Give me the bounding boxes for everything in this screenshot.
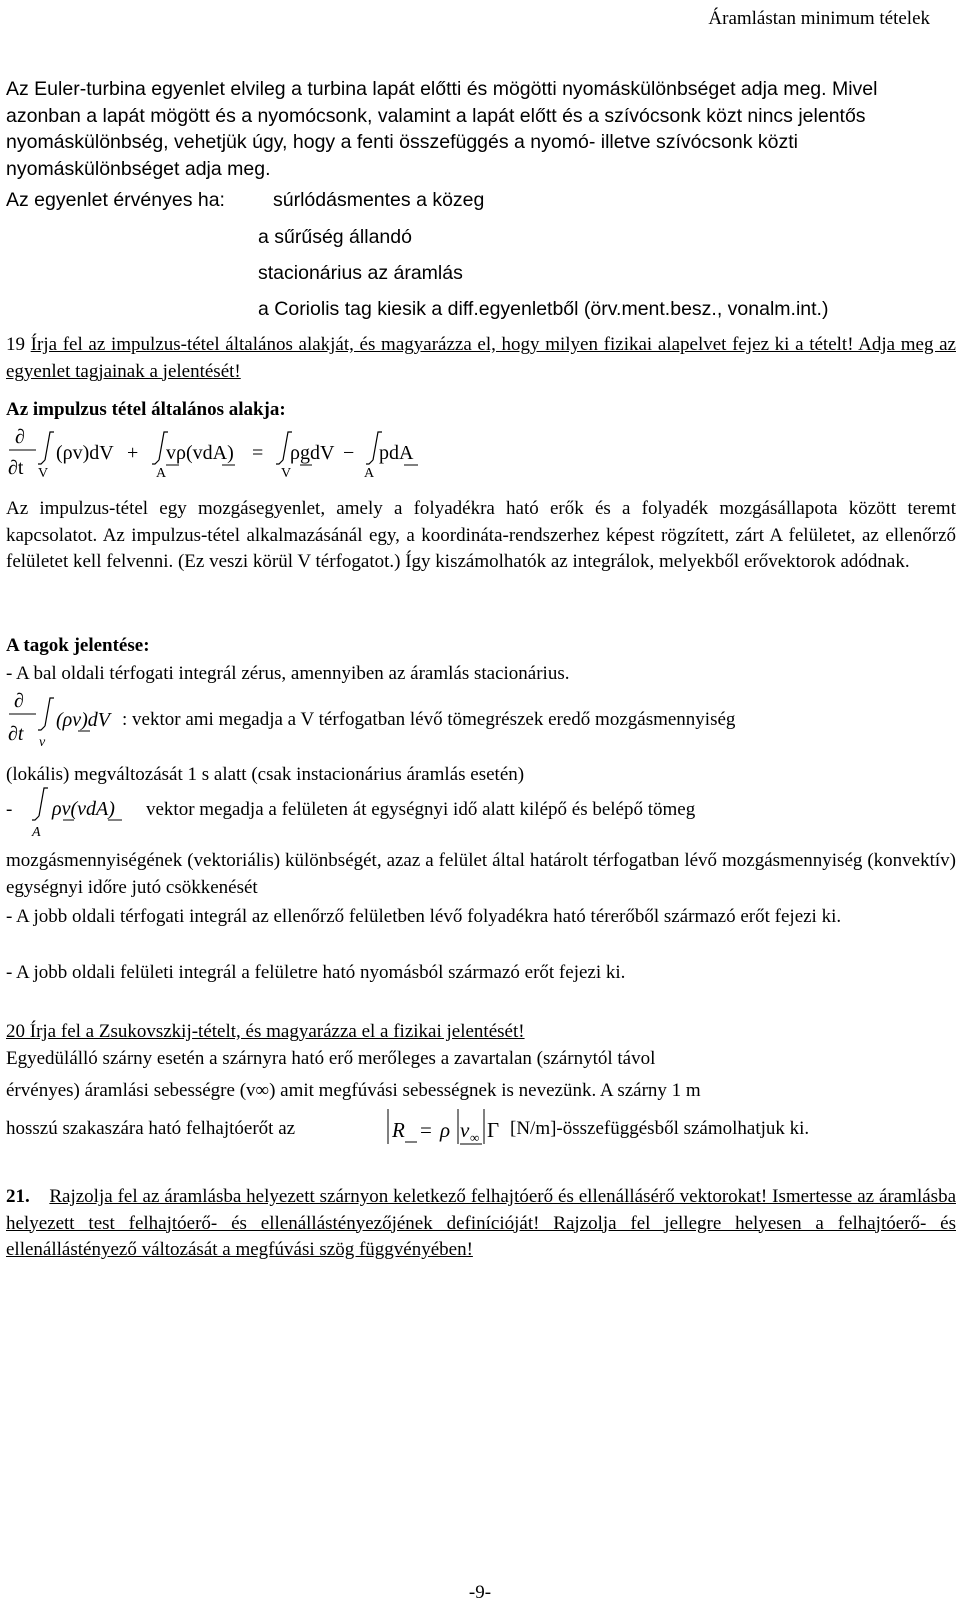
momentum-equation-svg bbox=[6, 424, 426, 494]
t1-integrand: (ρv)dV bbox=[56, 709, 111, 731]
eq-term-1: (ρv)dV bbox=[56, 442, 114, 464]
zhukovsky-formula bbox=[386, 1104, 506, 1160]
euler-paragraph: Az Euler-turbina egyenlet elvileg a turbina lapát előtti és mögötti nyomáskülönbséget adja meg. Mivel azonban a lapát mögött és a nyomócsonk, valamint a lapát előtt és a szívócsonk közt nincs jelentős nyomáskülönbség, vehetjük úgy, hogy a fenti összefüggés a nyomó- illetve szívócsonk közti nyomáskülönbséget adja meg. bbox=[6, 78, 878, 180]
eq-term-3: ρgdV bbox=[290, 442, 335, 464]
zhukovsky-formula-svg bbox=[386, 1104, 506, 1154]
q20-line-3-pre: hosszú szakaszára ható felhajtóerőt az bbox=[6, 1118, 296, 1139]
formula-equals: = bbox=[420, 1118, 432, 1142]
eq-sub-1: V bbox=[38, 466, 49, 481]
q20-line-2-text: érvényes) áramlási sebességre (v∞) amit megfúvási sebességnek is nevezünk. A szárny 1 m bbox=[6, 1080, 701, 1101]
q20-line-1: Egyedülálló szárny esetén a szárnyra ható erő merőleges a zavartalan (szárnytól távol bbox=[6, 1048, 656, 1069]
integral-sign-1 bbox=[38, 432, 54, 464]
question-19 bbox=[6, 332, 956, 385]
question-21-text: Rajzolja fel az áramlásba helyezett szárnyon keletkező felhajtóerő és ellenállásérő vektorokat! Ismertesse az áramlásba helyezett test felhajtóerő- és ellenállástényezőjének definícióját! Rajzolja fel jellegre helyesen a felhajtóerő- és ellenállástényező változását a megfúvási szög függvényében! bbox=[6, 1186, 956, 1260]
terms-heading: A tagok jelentése: bbox=[6, 635, 150, 656]
impulse-explanation: Az impulzus-tétel egy mozgásegyenlet, amely a folyadékra ható erők és a folyadék mozgásállapota között teremt kapcsolatot. Az impulzus-tétel alkalmazásánál egy, a koordináta-rendszerhez képest rögzített, zárt A felületet, az ellenőrző felületet kell felvenni. (Ez veszi körül V térfogatot.) Így kiszámolhatók az integrálok, melyekből erővektorok adódnak. bbox=[6, 498, 956, 572]
eq-partial-t: ∂t bbox=[8, 457, 24, 479]
formula-gamma: Γ bbox=[487, 1118, 500, 1142]
eq-term-4: pdA bbox=[379, 442, 414, 464]
eq-partial-symbol: ∂ bbox=[15, 426, 25, 448]
question-21-number: 21. bbox=[6, 1186, 30, 1207]
term-1: - A bal oldali térfogati integrál zérus, amennyiben az áramlás stacionárius. bbox=[6, 663, 570, 684]
conditions-intro: Az egyenlet érvényes ha: bbox=[6, 189, 225, 211]
term-2-continuation: mozgásmennyiségének (vektoriális) különbségét, azaz a felület által határolt térfogatban lévő mozgásmennyiség (konvektív) egységnyi időre jutó csökkenését bbox=[6, 850, 956, 898]
t1-partial-t: ∂t bbox=[8, 723, 24, 745]
t1-partial: ∂ bbox=[14, 690, 24, 712]
page-number: -9- bbox=[468, 1582, 492, 1603]
term-2-description: vektor megadja a felületen át egységnyi idő alatt kilépő és belépő tömeg bbox=[146, 799, 696, 820]
term-3: - A jobb oldali térfogati integrál az ellenőrző felületben lévő folyadékra ható térerőből származó erőt fejezi ki. bbox=[6, 906, 842, 927]
term-4: - A jobb oldali felületi integrál a felületre ható nyomásból származó erőt fejezi ki. bbox=[6, 962, 626, 983]
question-19-text: Írja fel az impulzus-tétel általános alakját, és magyarázza el, hogy milyen fizikai alapelvet fejez ki a tételt! Adja meg az egyenlet tagjainak a jelentését! bbox=[6, 334, 956, 382]
formula-rho: ρ bbox=[440, 1118, 451, 1142]
t2-integrand: ρv(vdA) bbox=[52, 798, 115, 820]
term-2-equation-svg bbox=[26, 784, 146, 844]
term-1-continuation: (lokális) megváltozását 1 s alatt (csak instacionárius áramlás esetén) bbox=[6, 764, 525, 785]
condition-3: stacionárius az áramlás bbox=[258, 262, 463, 284]
t1-sub: v bbox=[39, 735, 46, 750]
general-form-heading: Az impulzus tétel általános alakja: bbox=[6, 399, 286, 420]
q20-line-2 bbox=[6, 1078, 956, 1105]
eq-sub-2: A bbox=[156, 466, 167, 481]
term-1-description: : vektor ami megadja a V térfogatban lévő tömegrészek eredő mozgásmennyiség bbox=[122, 709, 736, 730]
term-2-equation bbox=[26, 784, 146, 850]
t2-sub: A bbox=[32, 825, 41, 840]
condition-1: súrlódásmentes a közeg bbox=[273, 189, 485, 211]
question-19-number: 19 bbox=[6, 334, 25, 355]
eq-equals: = bbox=[252, 442, 264, 464]
eq-term-2: vρ(vdA) bbox=[166, 442, 234, 464]
eq-plus: + bbox=[127, 442, 139, 464]
question-21 bbox=[6, 1184, 956, 1264]
term-1-equation-svg bbox=[6, 688, 126, 760]
running-header: Áramlástan minimum tételek bbox=[708, 8, 930, 29]
formula-inf: ∞ bbox=[470, 1130, 480, 1145]
formula-v: v bbox=[460, 1118, 470, 1142]
eq-sub-4: A bbox=[364, 466, 375, 481]
condition-4: a Coriolis tag kiesik a diff.egyenletből (örv.ment.besz., vonalm.int.) bbox=[258, 298, 829, 320]
t2-integral-sign bbox=[32, 788, 48, 820]
question-20: 20 Írja fel a Zsukovszkij-tételt, és magyarázza el a fizikai jelentését! bbox=[6, 1021, 525, 1042]
term-1-equation bbox=[6, 688, 126, 766]
condition-2: a sűrűség állandó bbox=[258, 226, 412, 248]
eq-minus: − bbox=[343, 442, 355, 464]
formula-R: R bbox=[392, 1118, 405, 1142]
q20-line-3-post: [N/m]-összefüggésből számolhatjuk ki. bbox=[510, 1118, 810, 1139]
t1-integral-sign bbox=[38, 698, 54, 730]
momentum-equation bbox=[6, 424, 426, 500]
term-2-dash: - bbox=[6, 799, 13, 820]
eq-sub-3: V bbox=[281, 466, 292, 481]
